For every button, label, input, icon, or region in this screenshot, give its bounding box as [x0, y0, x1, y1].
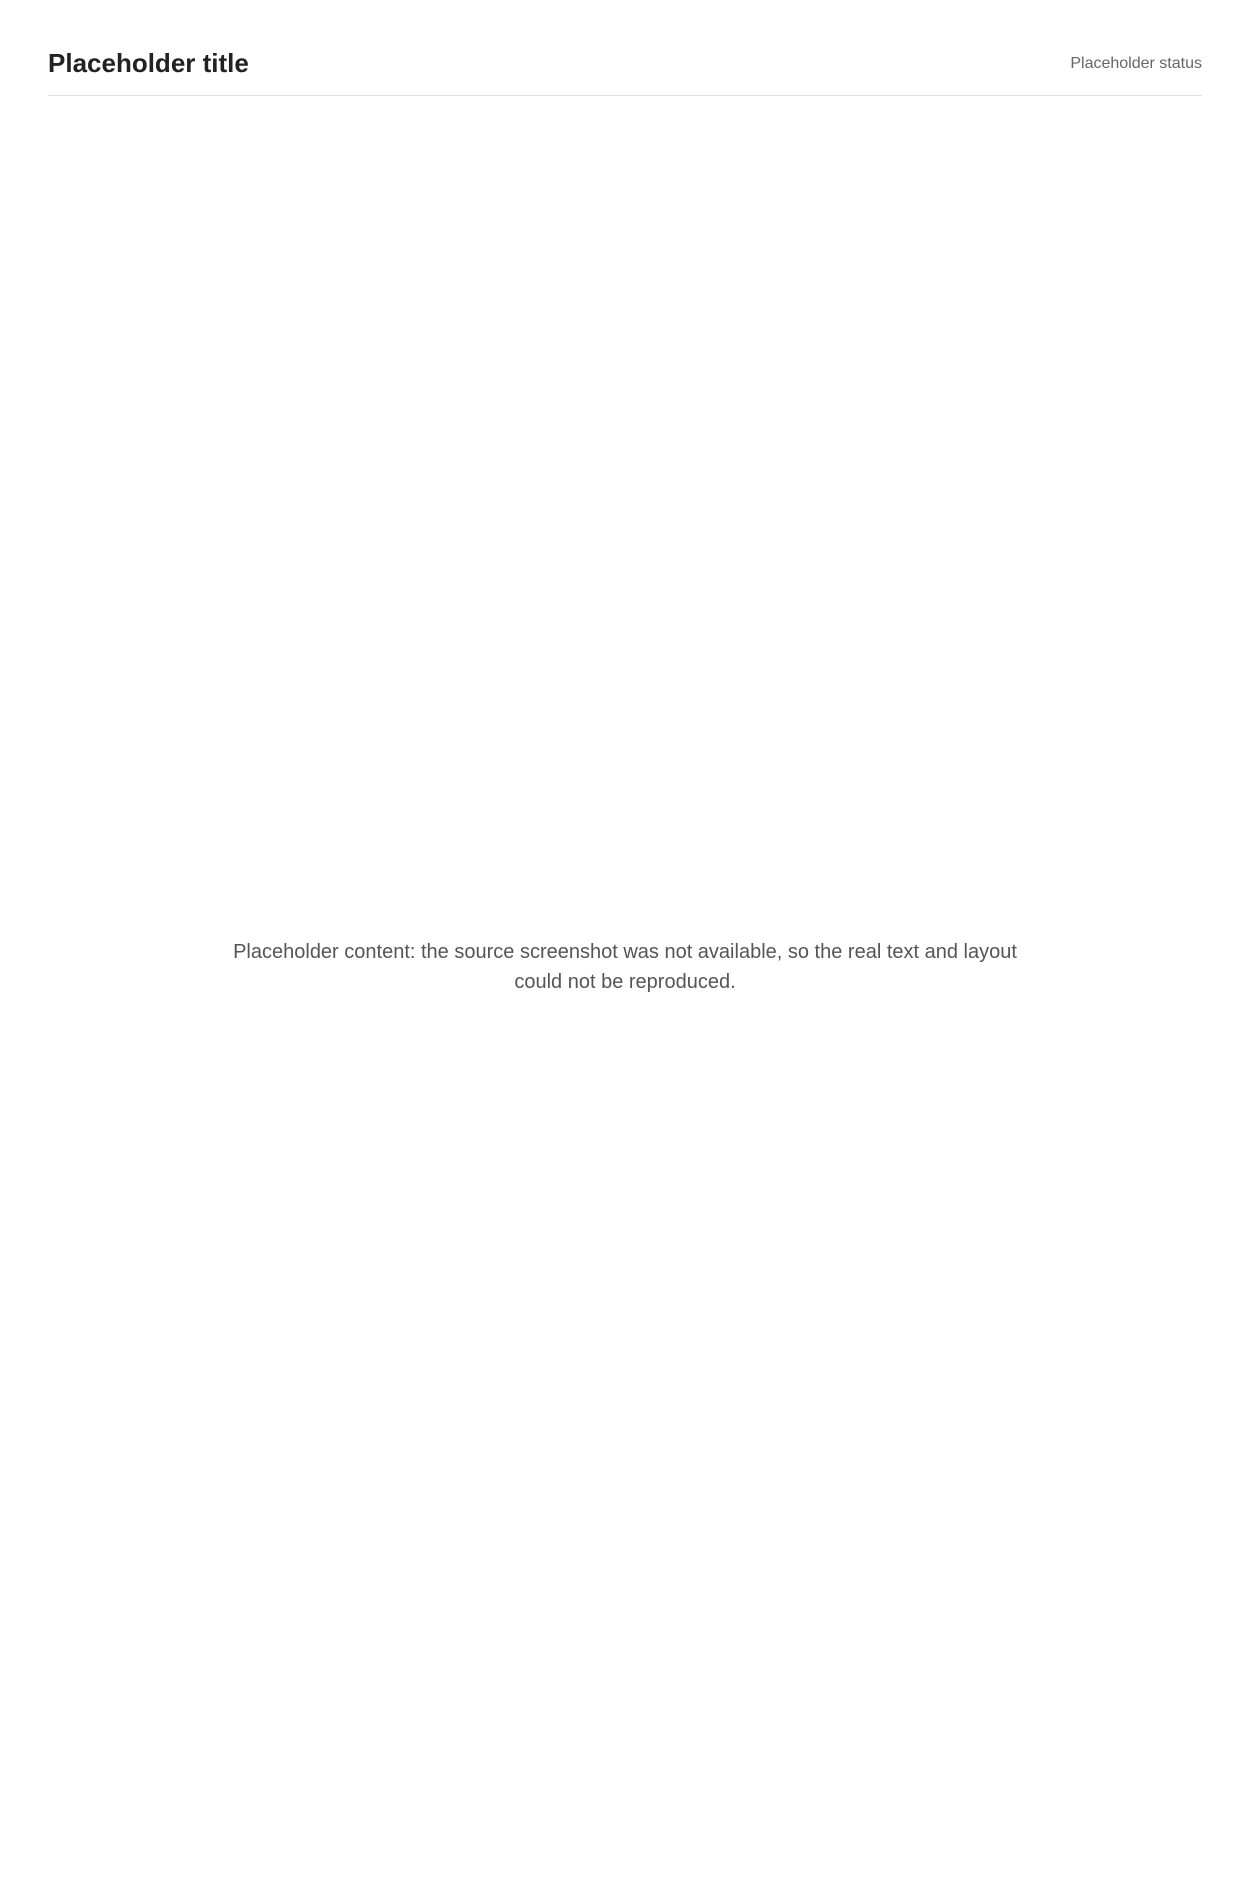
top-bar	[48, 48, 1202, 96]
placeholder-notice: Placeholder content: the source screenshot was not available, so the real text and layout could not be reproduced.	[233, 941, 1017, 993]
status-text: Placeholder status	[1070, 54, 1202, 72]
page-title: Placeholder title	[48, 48, 249, 78]
main-content	[48, 96, 1202, 1838]
